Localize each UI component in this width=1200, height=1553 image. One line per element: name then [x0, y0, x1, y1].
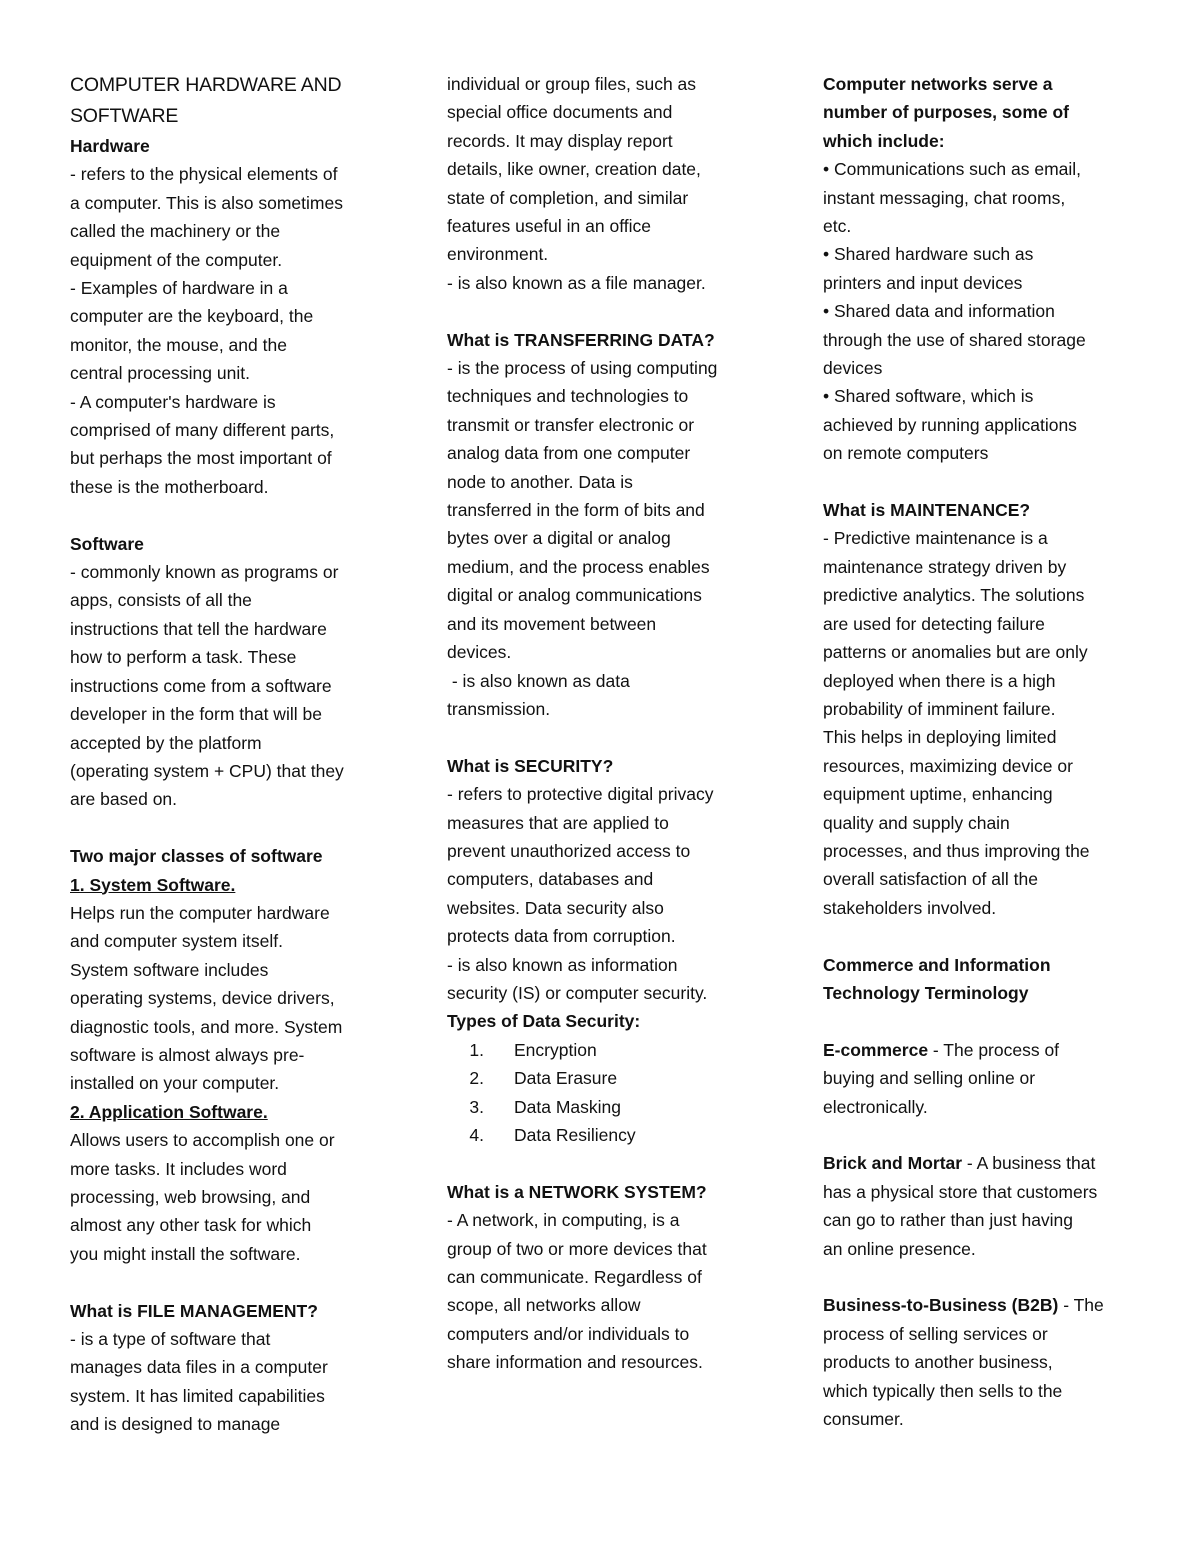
text-line: are used for detecting failure — [823, 613, 1045, 634]
transferring-data-heading: What is TRANSFERRING DATA? — [447, 329, 715, 350]
network-purposes-list — [823, 155, 1141, 467]
text-line: security (IS) or computer security. — [447, 982, 708, 1003]
text-line: transmission. — [447, 698, 551, 719]
list-number: 1. — [469, 1039, 484, 1060]
text-line: medium, and the process enables — [447, 556, 710, 577]
text-line: and computer system itself. — [70, 931, 283, 952]
text-line: • Shared data and information — [823, 301, 1055, 322]
text-line: instant messaging, chat rooms, — [823, 187, 1066, 208]
text-line: transferred in the form of bits and — [447, 500, 705, 521]
text-line: node to another. Data is — [447, 471, 633, 492]
application-software-body — [70, 1126, 388, 1268]
list-item — [447, 1064, 765, 1092]
definition-text: - The — [1058, 1295, 1104, 1316]
definition-first-line — [823, 1036, 1141, 1064]
text-line: which include: — [823, 130, 945, 151]
text-line: - Examples of hardware in a — [70, 278, 288, 299]
list-item-label: Encryption — [514, 1039, 597, 1060]
text-line: consumer. — [823, 1409, 904, 1430]
document-title — [70, 70, 388, 132]
network-system-heading: What is a NETWORK SYSTEM? — [447, 1181, 707, 1202]
text-line: analog data from one computer — [447, 443, 691, 464]
list-item-label: Data Erasure — [514, 1068, 618, 1089]
text-line: number of purposes, some of — [823, 102, 1069, 123]
transferring-data-body — [447, 354, 765, 723]
text-line: websites. Data security also — [447, 897, 664, 918]
text-line: accepted by the platform — [70, 732, 262, 753]
text-line: scope, all networks allow — [447, 1295, 641, 1316]
definition-first-line — [823, 1291, 1141, 1319]
text-line: bytes over a digital or analog — [447, 528, 671, 549]
text-line: central processing unit. — [70, 363, 250, 384]
network-system-body — [447, 1206, 765, 1376]
text-line: equipment of the computer. — [70, 249, 283, 270]
term: Brick and Mortar — [823, 1153, 963, 1174]
text-line: system. It has limited capabilities — [70, 1385, 325, 1406]
text-line: a computer. This is also sometimes — [70, 192, 343, 213]
text-line: and its movement between — [447, 613, 657, 634]
column-2 — [447, 70, 765, 1377]
text-line: computer are the keyboard, the — [70, 306, 314, 327]
text-line: - is also known as a file manager. — [447, 272, 706, 293]
text-line: • Shared software, which is — [823, 386, 1034, 407]
definition-first-line — [823, 1149, 1141, 1177]
text-line: special office documents and — [447, 102, 673, 123]
text-line: which typically then sells to the — [823, 1380, 1063, 1401]
text-line: buying and selling online or — [823, 1068, 1036, 1089]
text-line: computers and/or individuals to — [447, 1323, 690, 1344]
software-body — [70, 558, 388, 814]
application-software-heading: 2. Application Software. — [70, 1101, 268, 1122]
text-line: these is the motherboard. — [70, 476, 269, 497]
text-line: processing, web browsing, and — [70, 1187, 311, 1207]
text-line: equipment uptime, enhancing — [823, 784, 1053, 805]
text-line: probability of imminent failure. — [823, 698, 1056, 719]
text-line: manages data files in a computer — [70, 1357, 328, 1378]
text-line: state of completion, and similar — [447, 187, 689, 208]
text-line: Technology Terminology — [823, 982, 1029, 1003]
text-line: (operating system + CPU) that they — [70, 760, 344, 781]
text-line: can go to rather than just having — [823, 1210, 1074, 1231]
text-line: achieved by running applications — [823, 414, 1077, 435]
text-line: comprised of many different parts, — [70, 420, 335, 441]
security-body — [447, 780, 765, 1007]
text-line: operating systems, device drivers, — [70, 988, 335, 1009]
text-line: you might install the software. — [70, 1243, 301, 1264]
list-item-label: Data Resiliency — [514, 1125, 636, 1145]
text-line: stakeholders involved. — [823, 897, 997, 918]
column-1 — [70, 70, 388, 1439]
text-line: - is a type of software that — [70, 1329, 271, 1350]
text-line: and is designed to manage — [70, 1414, 281, 1435]
text-line: - commonly known as programs or — [70, 562, 339, 583]
list-number: 3. — [469, 1096, 484, 1117]
text-line: on remote computers — [823, 443, 989, 464]
text-line: measures that are applied to — [447, 812, 669, 833]
text-line: techniques and technologies to — [447, 386, 689, 407]
text-line: apps, consists of all the — [70, 590, 252, 611]
text-line: instructions that tell the hardware — [70, 618, 327, 639]
definition-text: - The process of — [928, 1039, 1060, 1060]
title-line: SOFTWARE — [70, 105, 179, 127]
text-line: - is the process of using computing — [447, 358, 718, 379]
text-line: - A computer's hardware is — [70, 391, 276, 412]
b2b-definition — [823, 1291, 1141, 1433]
text-line: devices. — [447, 642, 512, 663]
hardware-body — [70, 160, 388, 501]
text-line: share information and resources. — [447, 1352, 703, 1373]
text-line: protects data from corruption. — [447, 926, 676, 947]
brick-and-mortar-definition — [823, 1149, 1141, 1263]
text-line: etc. — [823, 216, 852, 237]
text-line: an online presence. — [823, 1238, 976, 1259]
title-line: COMPUTER HARDWARE AND — [70, 74, 342, 96]
text-line: installed on your computer. — [70, 1073, 280, 1094]
text-line: are based on. — [70, 789, 178, 810]
file-management-body — [70, 1325, 388, 1439]
text-line: transmit or transfer electronic or — [447, 414, 695, 435]
text-line: developer in the form that will be — [70, 704, 322, 725]
text-line: Allows users to accomplish one or — [70, 1130, 335, 1151]
software-classes-heading: Two major classes of software — [70, 846, 323, 867]
text-line: electronically. — [823, 1096, 928, 1117]
file-management-heading: What is FILE MANAGEMENT? — [70, 1300, 318, 1321]
text-line: environment. — [447, 244, 549, 265]
text-line: This helps in deploying limited — [823, 727, 1057, 748]
text-line: System software includes — [70, 959, 269, 980]
text-line: - refers to protective digital privacy — [447, 784, 714, 805]
system-software-heading: 1. System Software. — [70, 874, 236, 895]
term: E-commerce — [823, 1039, 929, 1060]
text-line: group of two or more devices that — [447, 1238, 707, 1259]
text-line: resources, maximizing device or — [823, 755, 1073, 776]
text-line: - is also known as data — [447, 670, 630, 691]
text-line: - refers to the physical elements of — [70, 164, 338, 185]
text-line: process of selling services or — [823, 1323, 1048, 1344]
list-item — [447, 1093, 765, 1121]
text-line: monitor, the mouse, and the — [70, 334, 287, 355]
text-line: prevent unauthorized access to — [447, 840, 691, 861]
term: Business-to-Business (B2B) — [823, 1295, 1059, 1316]
text-line: individual or group files, such as — [447, 74, 697, 94]
network-purposes-heading — [823, 70, 1141, 155]
text-line: called the machinery or the — [70, 221, 281, 242]
text-line: - Predictive maintenance is a — [823, 528, 1048, 549]
text-line: can communicate. Regardless of — [447, 1267, 702, 1288]
text-line: but perhaps the most important of — [70, 448, 332, 469]
data-security-types-heading: Types of Data Security: — [447, 1011, 641, 1032]
text-line: quality and supply chain — [823, 812, 1010, 833]
text-line: • Shared hardware such as — [823, 244, 1034, 265]
text-line: Helps run the computer hardware — [70, 902, 330, 923]
text-line: almost any other task for which — [70, 1215, 312, 1236]
text-line: maintenance strategy driven by — [823, 556, 1067, 577]
text-line: devices — [823, 358, 883, 379]
text-line: has a physical store that customers — [823, 1181, 1098, 1202]
text-line: digital or analog communications — [447, 585, 702, 606]
text-line: how to perform a task. These — [70, 647, 297, 668]
text-line: features useful in an office — [447, 216, 651, 237]
text-line: Computer networks serve a — [823, 74, 1053, 94]
text-line: records. It may display report — [447, 130, 673, 151]
text-line: printers and input devices — [823, 272, 1023, 293]
ecommerce-definition — [823, 1036, 1141, 1121]
list-number: 4. — [469, 1125, 484, 1145]
text-line: deployed when there is a high — [823, 670, 1056, 691]
maintenance-heading: What is MAINTENANCE? — [823, 500, 1031, 521]
text-line: software is almost always pre- — [70, 1044, 305, 1065]
text-line: diagnostic tools, and more. System — [70, 1016, 343, 1037]
text-line: details, like owner, creation date, — [447, 159, 701, 180]
text-line: predictive analytics. The solutions — [823, 585, 1085, 606]
list-number: 2. — [469, 1068, 484, 1089]
system-software-body — [70, 899, 388, 1098]
list-item-label: Data Masking — [514, 1096, 621, 1117]
text-line: more tasks. It includes word — [70, 1158, 287, 1179]
text-line: products to another business, — [823, 1352, 1053, 1373]
list-item — [447, 1121, 765, 1149]
text-line: Commerce and Information — [823, 954, 1051, 975]
file-management-continued — [447, 70, 765, 297]
commerce-terminology-heading — [823, 951, 1141, 1008]
column-3 — [823, 70, 1141, 1433]
text-line: - is also known as information — [447, 954, 678, 975]
list-item — [447, 1036, 765, 1064]
text-line: - A network, in computing, is a — [447, 1210, 680, 1231]
text-line: • Communications such as email, — [823, 159, 1082, 180]
hardware-heading: Hardware — [70, 136, 150, 156]
text-line: overall satisfaction of all the — [823, 869, 1038, 890]
text-line: computers, databases and — [447, 869, 654, 890]
definition-text: - A business that — [962, 1153, 1096, 1174]
text-line: processes, and thus improving the — [823, 840, 1090, 861]
text-line: through the use of shared storage — [823, 329, 1086, 350]
data-security-types-list — [447, 1036, 765, 1150]
software-heading: Software — [70, 533, 144, 554]
text-line: instructions come from a software — [70, 675, 332, 696]
text-line: patterns or anomalies but are only — [823, 642, 1088, 663]
security-heading: What is SECURITY? — [447, 755, 614, 776]
maintenance-body — [823, 524, 1141, 922]
